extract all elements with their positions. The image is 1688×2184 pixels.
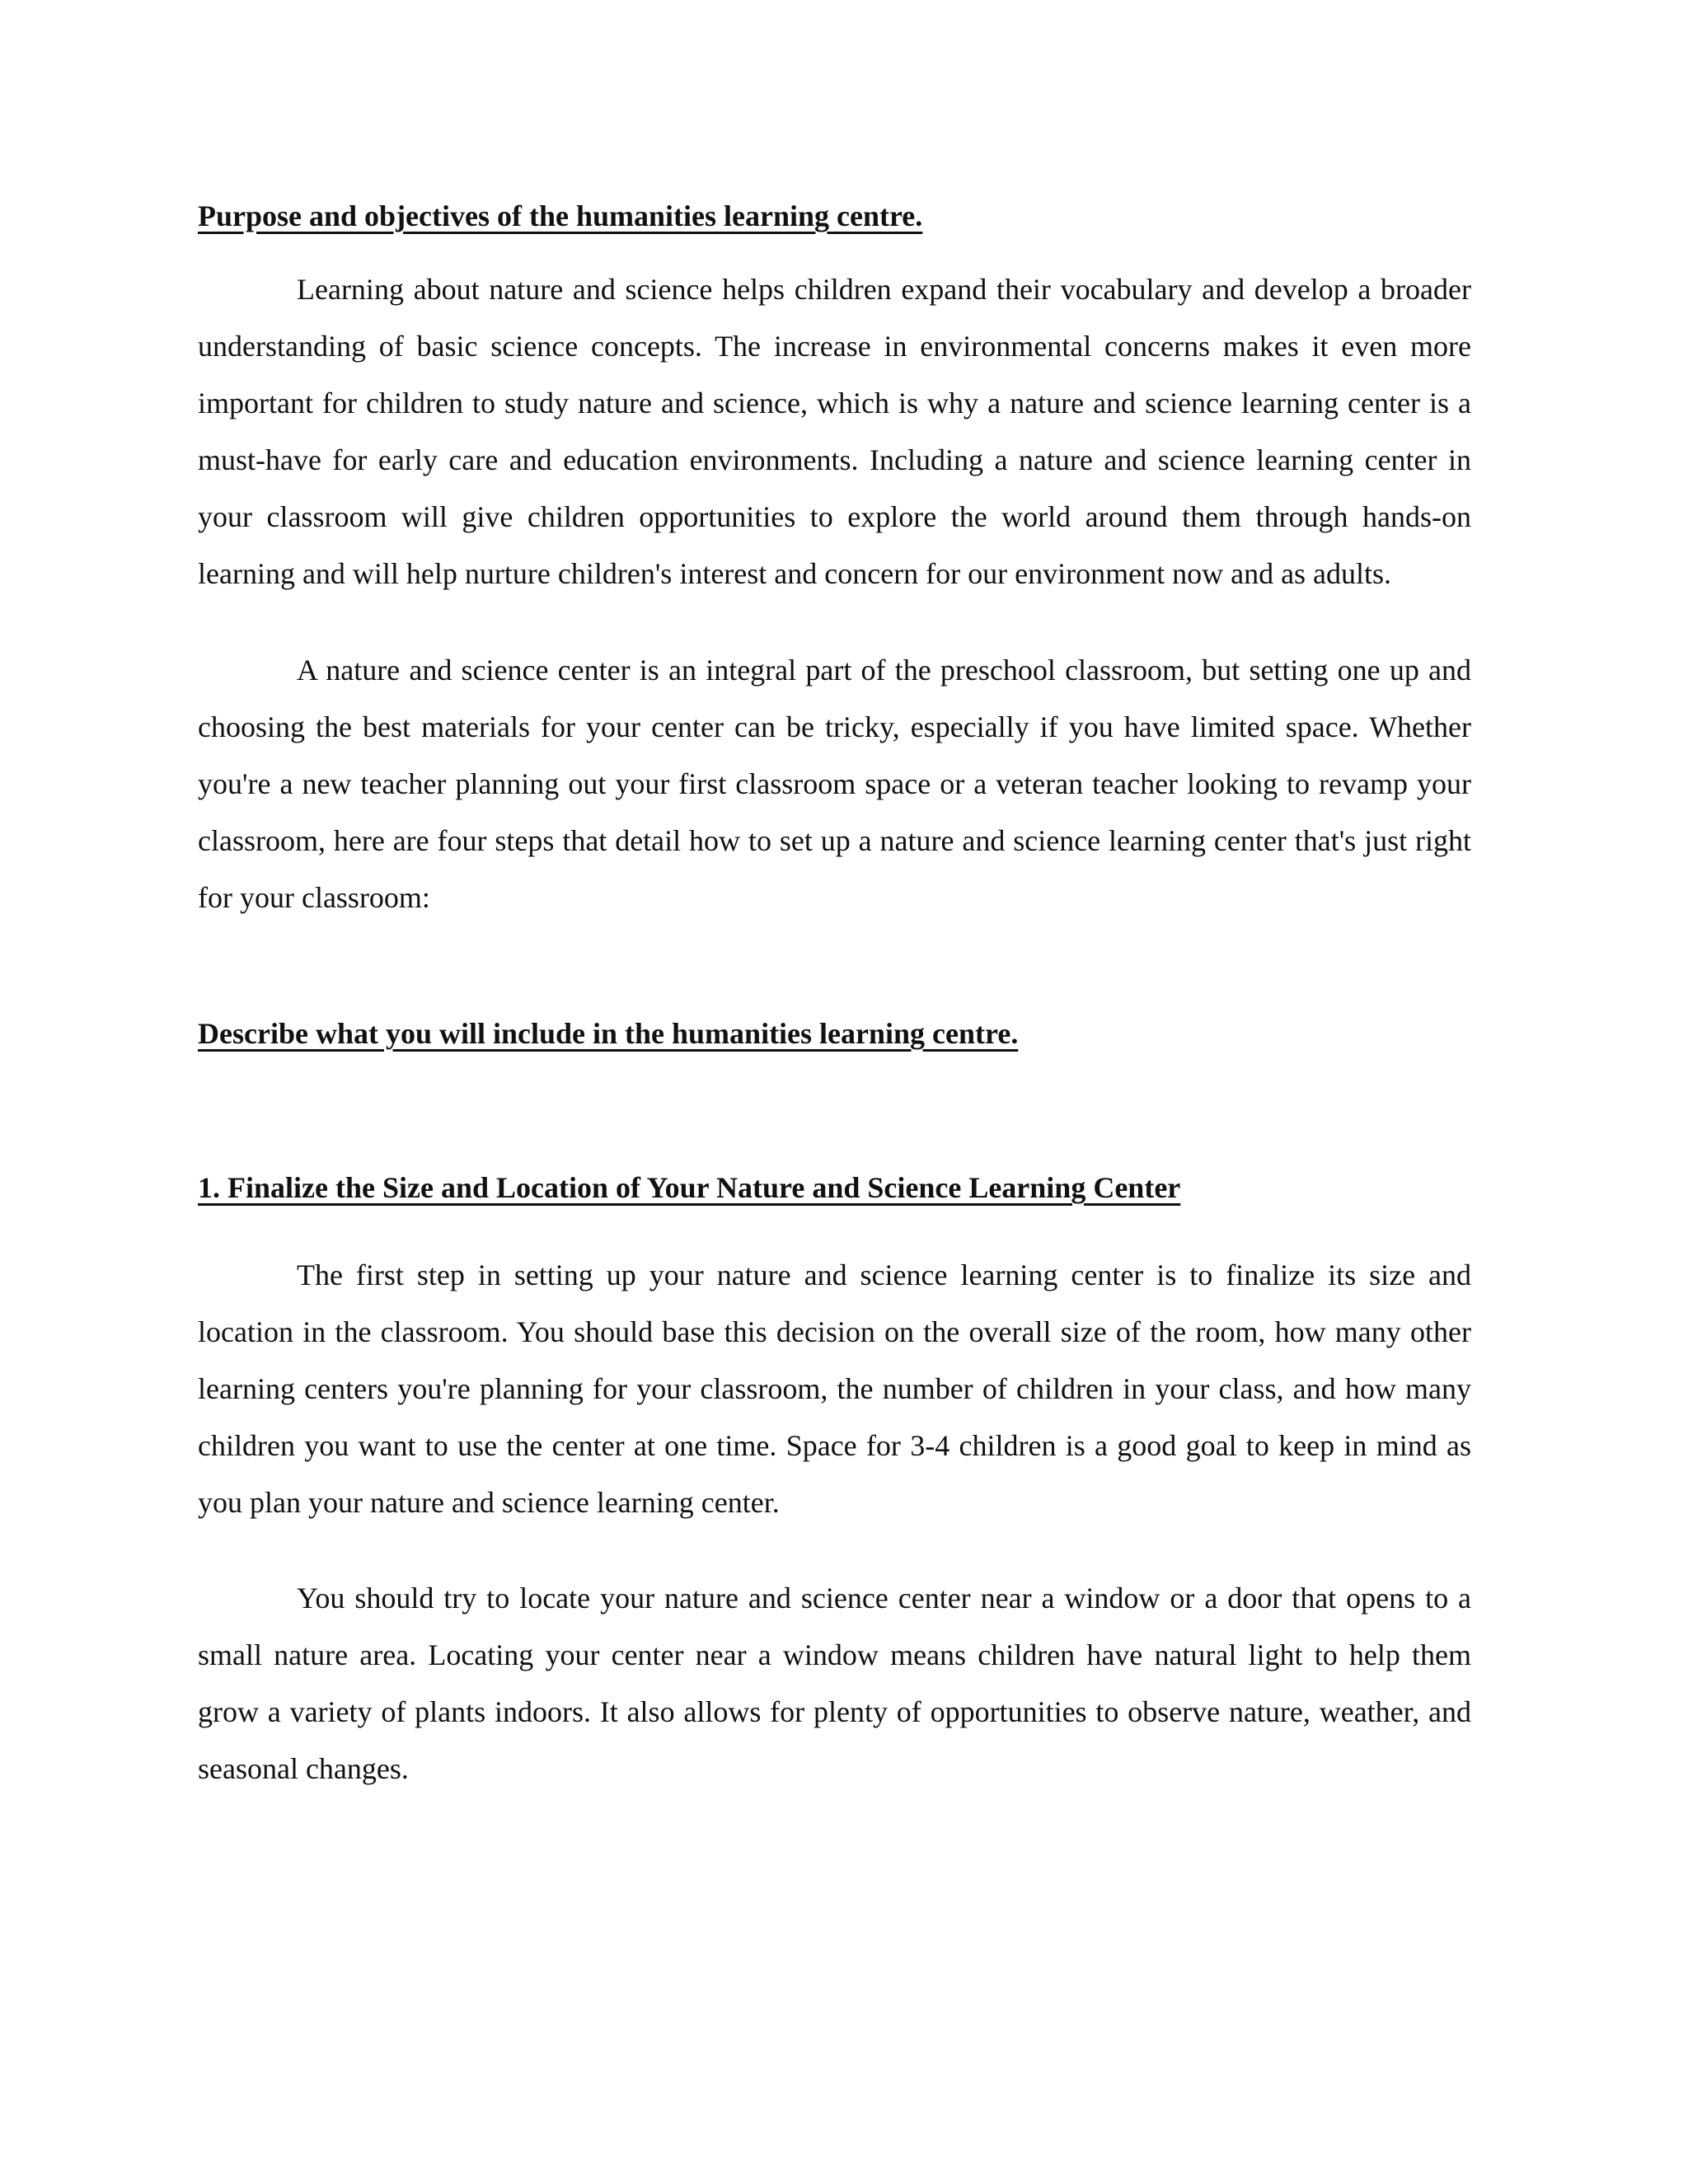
paragraph-nature-science-benefits: Learning about nature and science helps children expand their vocabulary and develop a broader understanding of basic science concepts. The increase in environmental concerns makes it even more important for children to study nature and science, which is why a nature and science learning center is a must-have for early care and education environments. Including a nature and science learning center in your classroom will give children opportunities to explore the world around them through hands-on learning and will help nurture children's interest and concern for our environment now and as adults.	[198, 273, 1471, 590]
document-body	[198, 194, 1471, 1797]
paragraph-size-location: The first step in setting up your nature and science learning center is to finalize its size and location in the classroom. You should base this decision on the overall size of the room, how many other learning centers you're planning for your classroom, the number of children in your class, and how many children you want to use the center at one time. Space for 3-4 children is a good goal to keep in mind as you plan your nature and science learning center.	[198, 1258, 1471, 1519]
paragraph-window-location: You should try to locate your nature and science center near a window or a door that opens to a small nature area. Locating your center near a window means children have natural light to help them grow a variety of plants indoors. It also allows for plenty of opportunities to observe nature, weather, and seasonal changes.	[198, 1582, 1471, 1785]
paragraph-center-setup-intro: A nature and science center is an integral part of the preschool classroom, but setting one up and choosing the best materials for your center can be tricky, especially if you have limited space. Whether you're a new teacher planning out your first classroom space or a veteran teacher looking to revamp your classroom, here are four steps that detail how to set up a nature and science learning center that's just right for your classroom:	[198, 654, 1471, 914]
section-heading-describe: Describe what you will include in the humanities learning centre.	[198, 1017, 1019, 1050]
section-heading-purpose: Purpose and objectives of the humanities learning centre.	[198, 199, 923, 232]
step-heading-size-location: 1. Finalize the Size and Location of Your Nature and Science Learning Center	[198, 1171, 1181, 1204]
